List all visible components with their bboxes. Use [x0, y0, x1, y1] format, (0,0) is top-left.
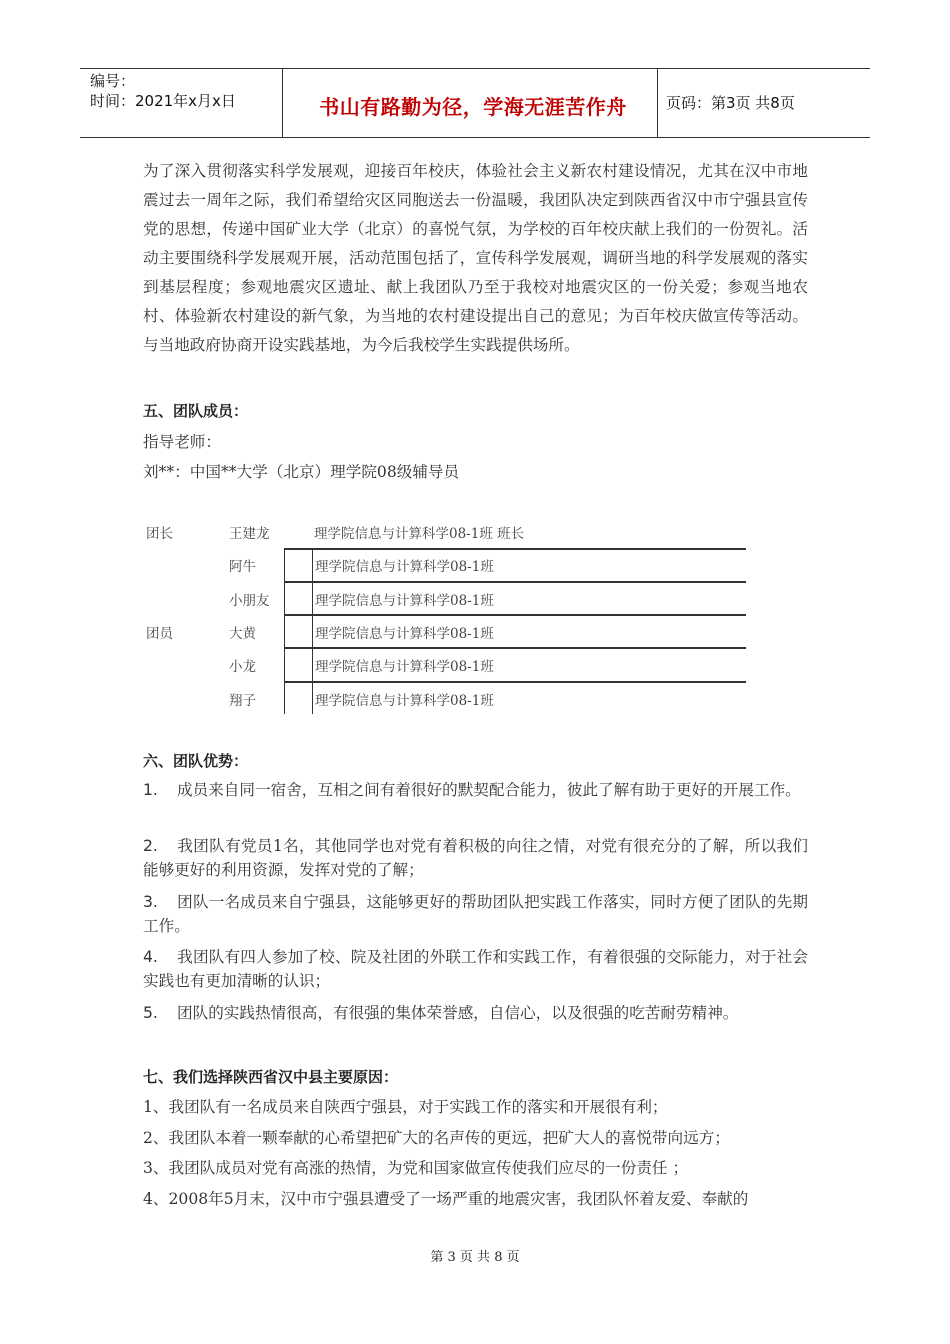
- member-info: 理学院信息与计算科学08-1班: [315, 559, 494, 575]
- item-number: 1.: [143, 781, 158, 799]
- member-info: 理学院信息与计算科学08-1班: [315, 659, 494, 675]
- advisor-label: 指导老师：: [143, 433, 221, 451]
- item-number: 4.: [143, 948, 158, 966]
- section-heading-reasons: 七、我们选择陕西省汉中县主要原因：: [143, 1068, 399, 1086]
- section-heading-team-members: 五、团队成员：: [143, 402, 249, 420]
- header-meta: [90, 71, 236, 111]
- item-number: 5.: [143, 1004, 158, 1022]
- advantage-item: [143, 945, 808, 993]
- member-name: 阿牛: [229, 559, 256, 575]
- header-date: 时间：2021年x月x日: [90, 92, 236, 110]
- leader-name: 王建龙: [229, 526, 270, 542]
- table-rule: [284, 581, 746, 583]
- advisor-info: 刘**：中国**大学（北京）理学院08级辅导员: [143, 463, 460, 481]
- member-info: 理学院信息与计算科学08-1班: [315, 626, 494, 642]
- advantage-item: [143, 1001, 808, 1025]
- member-name: 翔子: [229, 693, 256, 709]
- leader-role: 团长: [146, 526, 173, 542]
- page-header: [80, 68, 870, 138]
- advantage-item: [143, 890, 808, 938]
- table-rule: [284, 614, 746, 616]
- page-footer: 第 3 页 共 8 页: [430, 1250, 520, 1265]
- member-info: 理学院信息与计算科学08-1班: [315, 593, 494, 609]
- item-number: 3.: [143, 893, 158, 911]
- item-text: 团队一名成员来自宁强县，这能够更好的帮助团队把实践工作落实，同时方便了团队的先期工作。: [143, 893, 808, 935]
- section-heading-team-advantages: 六、团队优势：: [143, 752, 249, 770]
- member-info: 理学院信息与计算科学08-1班: [315, 693, 494, 709]
- table-column-rule: [284, 548, 285, 714]
- member-name: 大黄: [229, 626, 256, 642]
- table-rule: [284, 548, 746, 550]
- item-text: 我团队有党员1名，其他同学也对党有着积极的向往之情，对党有很充分的了解，所以我们能够更好的利用资源，发挥对党的了解；: [143, 837, 808, 879]
- member-role: 团员: [146, 626, 173, 642]
- intro-paragraph: 为了深入贯彻落实科学发展观，迎接百年校庆，体验社会主义新农村建设情况，尤其在汉中市地震过去一周年之际，我们希望给灾区同胞送去一份温暖，我团队决定到陕西省汉中市宁强县宣传党的思想，传递中国矿业大学（北京）的喜悦气氛，为学校的百年校庆献上我们的一份贺礼。活动主要围绕科学发展观开展，活动范围包括了，宣传科学发展观，调研当地的科学发展观的落实到基层程度；参观地震灾区遗址、献上我团队乃至于我校对地震灾区的一份关爱；参观当地农村、体验新农村建设的新气象，为当地的农村建设提出自己的意见；为百年校庆做宣传等活动。与当地政府协商开设实践基地，为今后我校学生实践提供场所。: [143, 162, 808, 354]
- item-text: 成员来自同一宿舍，互相之间有着很好的默契配合能力，彼此了解有助于更好的开展工作。: [177, 781, 801, 799]
- advantage-item: [143, 834, 808, 882]
- header-motto: 书山有路勤为径，学海无涯苦作舟: [319, 95, 627, 119]
- item-number: 2.: [143, 837, 158, 855]
- serial-label: 编号：: [90, 72, 136, 90]
- reason-item: 4、2008年5月末，汉中市宁强县遭受了一场严重的地震灾害，我团队怀着友爱、奉献的: [143, 1190, 749, 1208]
- member-name: 小龙: [229, 659, 256, 675]
- advantage-item: [143, 778, 808, 802]
- leader-info: 理学院信息与计算科学08-1班 班长: [314, 526, 525, 542]
- header-page-number: 页码：第3页 共8页: [666, 94, 795, 112]
- reason-item: 2、我团队本着一颗奉献的心希望把矿大的名声传的更远，把矿大人的喜悦带向远方；: [143, 1129, 730, 1147]
- reason-item: 1、我团队有一名成员来自陕西宁强县，对于实践工作的落实和开展很有利；: [143, 1098, 668, 1116]
- item-text: 团队的实践热情很高，有很强的集体荣誉感，自信心，以及很强的吃苦耐劳精神。: [177, 1004, 739, 1022]
- item-text: 我团队有四人参加了校、院及社团的外联工作和实践工作，有着很强的交际能力，对于社会实践也有更加清晰的认识；: [143, 948, 808, 990]
- table-column-rule: [312, 548, 313, 714]
- table-rule: [284, 681, 746, 683]
- member-name: 小朋友: [229, 593, 270, 609]
- reason-item: 3、我团队成员对党有高涨的热情，为党和国家做宣传使我们应尽的一份责任 ；: [143, 1159, 689, 1177]
- table-rule: [284, 647, 746, 649]
